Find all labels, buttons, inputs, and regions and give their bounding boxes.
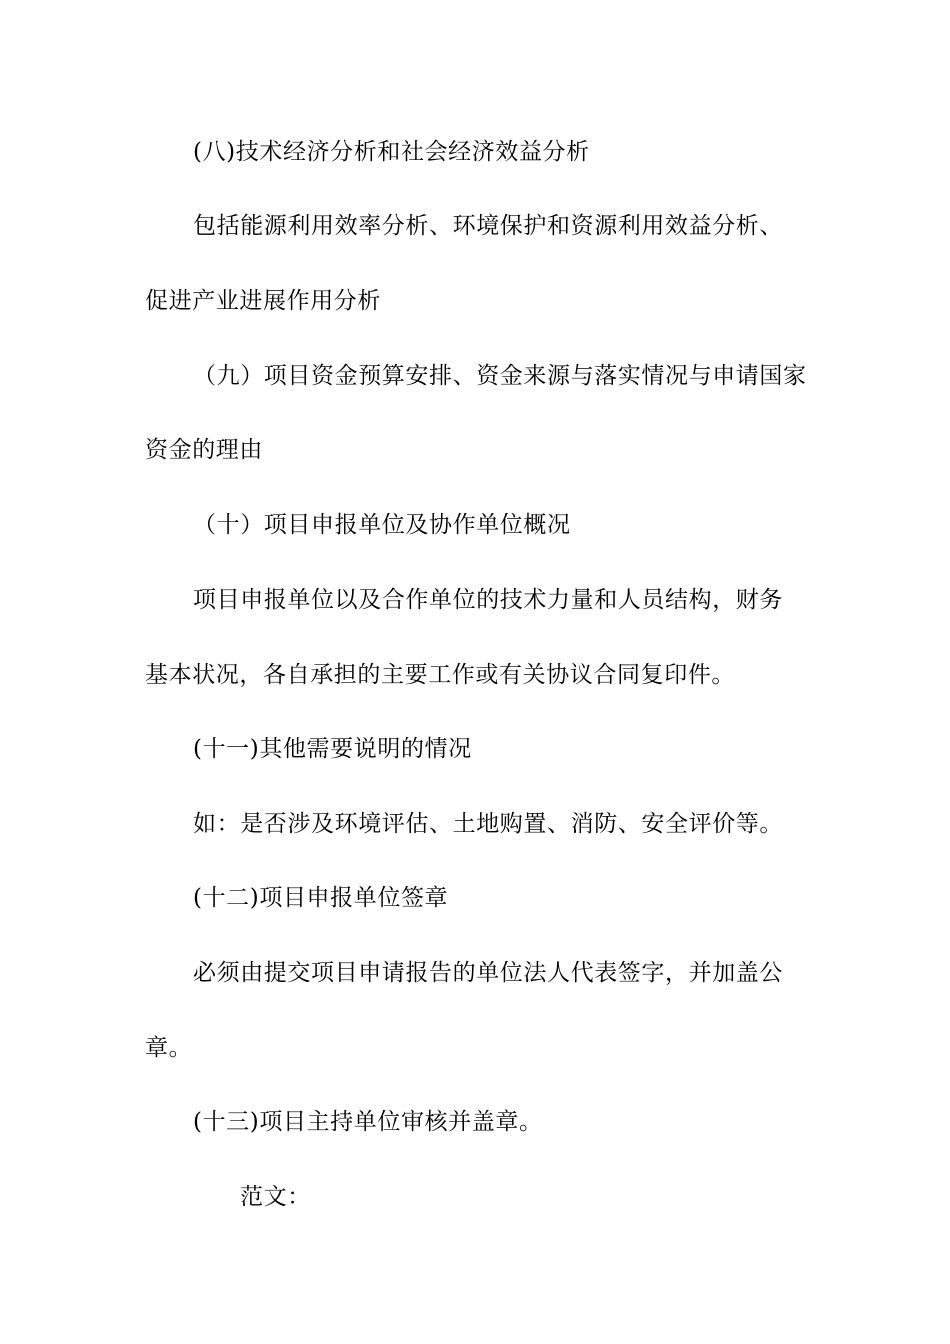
heading-section-8: (八)技术经济分析和社会经济效益分析 <box>193 139 590 165</box>
paragraph-line: 促进产业进展作用分析 <box>145 288 381 314</box>
paragraph-line: 基本状况，各自承担的主要工作或有关协议合同复印件。 <box>145 662 735 688</box>
heading-section-12: (十二)项目申报单位签章 <box>193 885 449 911</box>
heading-section-11: (十一)其他需要说明的情况 <box>193 736 472 762</box>
paragraph-line: 项目申报单位以及合作单位的技术力量和人员结构，财务 <box>193 587 783 613</box>
paragraph-line: 资金的理由 <box>145 437 263 463</box>
paragraph-line: 包括能源利用效率分析、环境保护和资源利用效益分析、 <box>193 213 783 239</box>
paragraph-line: 如：是否涉及环境评估、土地购置、消防、安全评价等。 <box>193 811 783 837</box>
paragraph-line: 必须由提交项目申请报告的单位法人代表签字，并加盖公 <box>193 960 783 986</box>
heading-section-13: (十三)项目主持单位审核并盖章。 <box>193 1109 543 1135</box>
heading-section-10: （十）项目申报单位及协作单位概况 <box>193 512 571 538</box>
heading-section-9: （九）项目资金预算安排、资金来源与落实情况与申请国家 <box>193 363 807 389</box>
sample-text-label: 范文： <box>240 1184 311 1210</box>
paragraph-line: 章。 <box>145 1035 193 1061</box>
